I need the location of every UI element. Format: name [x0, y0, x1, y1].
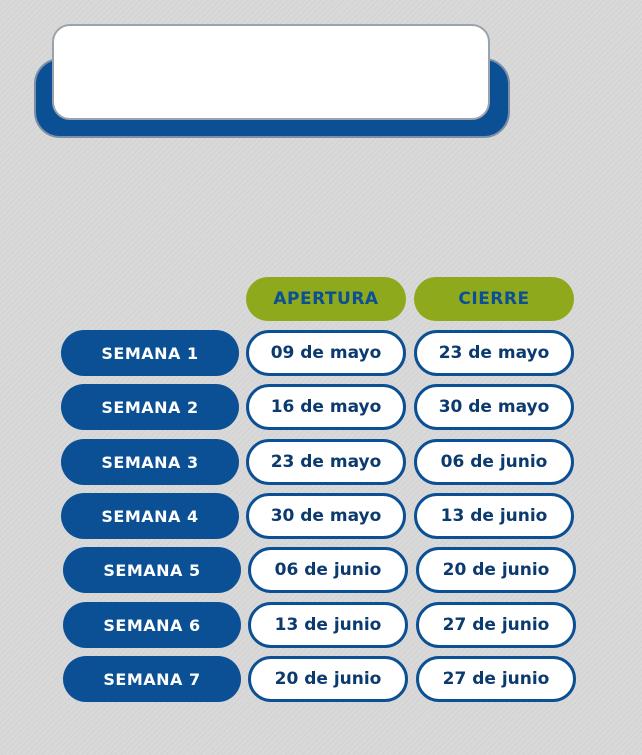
table-row: [0, 439, 642, 485]
open-date-cell: 20 de junio: [248, 656, 408, 702]
week-label: SEMANA 7: [63, 656, 241, 702]
week-label: SEMANA 2: [61, 384, 239, 430]
week-label: SEMANA 4: [61, 493, 239, 539]
column-header-apertura: APERTURA: [246, 277, 406, 321]
table-row: [0, 602, 642, 648]
week-label: SEMANA 5: [63, 547, 241, 593]
close-date-cell: 23 de mayo: [414, 330, 574, 376]
open-date-cell: 16 de mayo: [246, 384, 406, 430]
column-header-cierre: CIERRE: [414, 277, 574, 321]
week-label: SEMANA 3: [61, 439, 239, 485]
table-row: [0, 547, 642, 593]
open-date-cell: 23 de mayo: [246, 439, 406, 485]
week-label: SEMANA 1: [61, 330, 239, 376]
table-row: [0, 384, 642, 430]
open-date-cell: 13 de junio: [248, 602, 408, 648]
open-date-cell: 09 de mayo: [246, 330, 406, 376]
close-date-cell: 30 de mayo: [414, 384, 574, 430]
close-date-cell: 27 de junio: [416, 602, 576, 648]
close-date-cell: 27 de junio: [416, 656, 576, 702]
table-row: [0, 493, 642, 539]
close-date-cell: 13 de junio: [414, 493, 574, 539]
table-row: [0, 330, 642, 376]
open-date-cell: 30 de mayo: [246, 493, 406, 539]
table-row: [0, 656, 642, 702]
open-date-cell: 06 de junio: [248, 547, 408, 593]
close-date-cell: 20 de junio: [416, 547, 576, 593]
close-date-cell: 06 de junio: [414, 439, 574, 485]
week-label: SEMANA 6: [63, 602, 241, 648]
